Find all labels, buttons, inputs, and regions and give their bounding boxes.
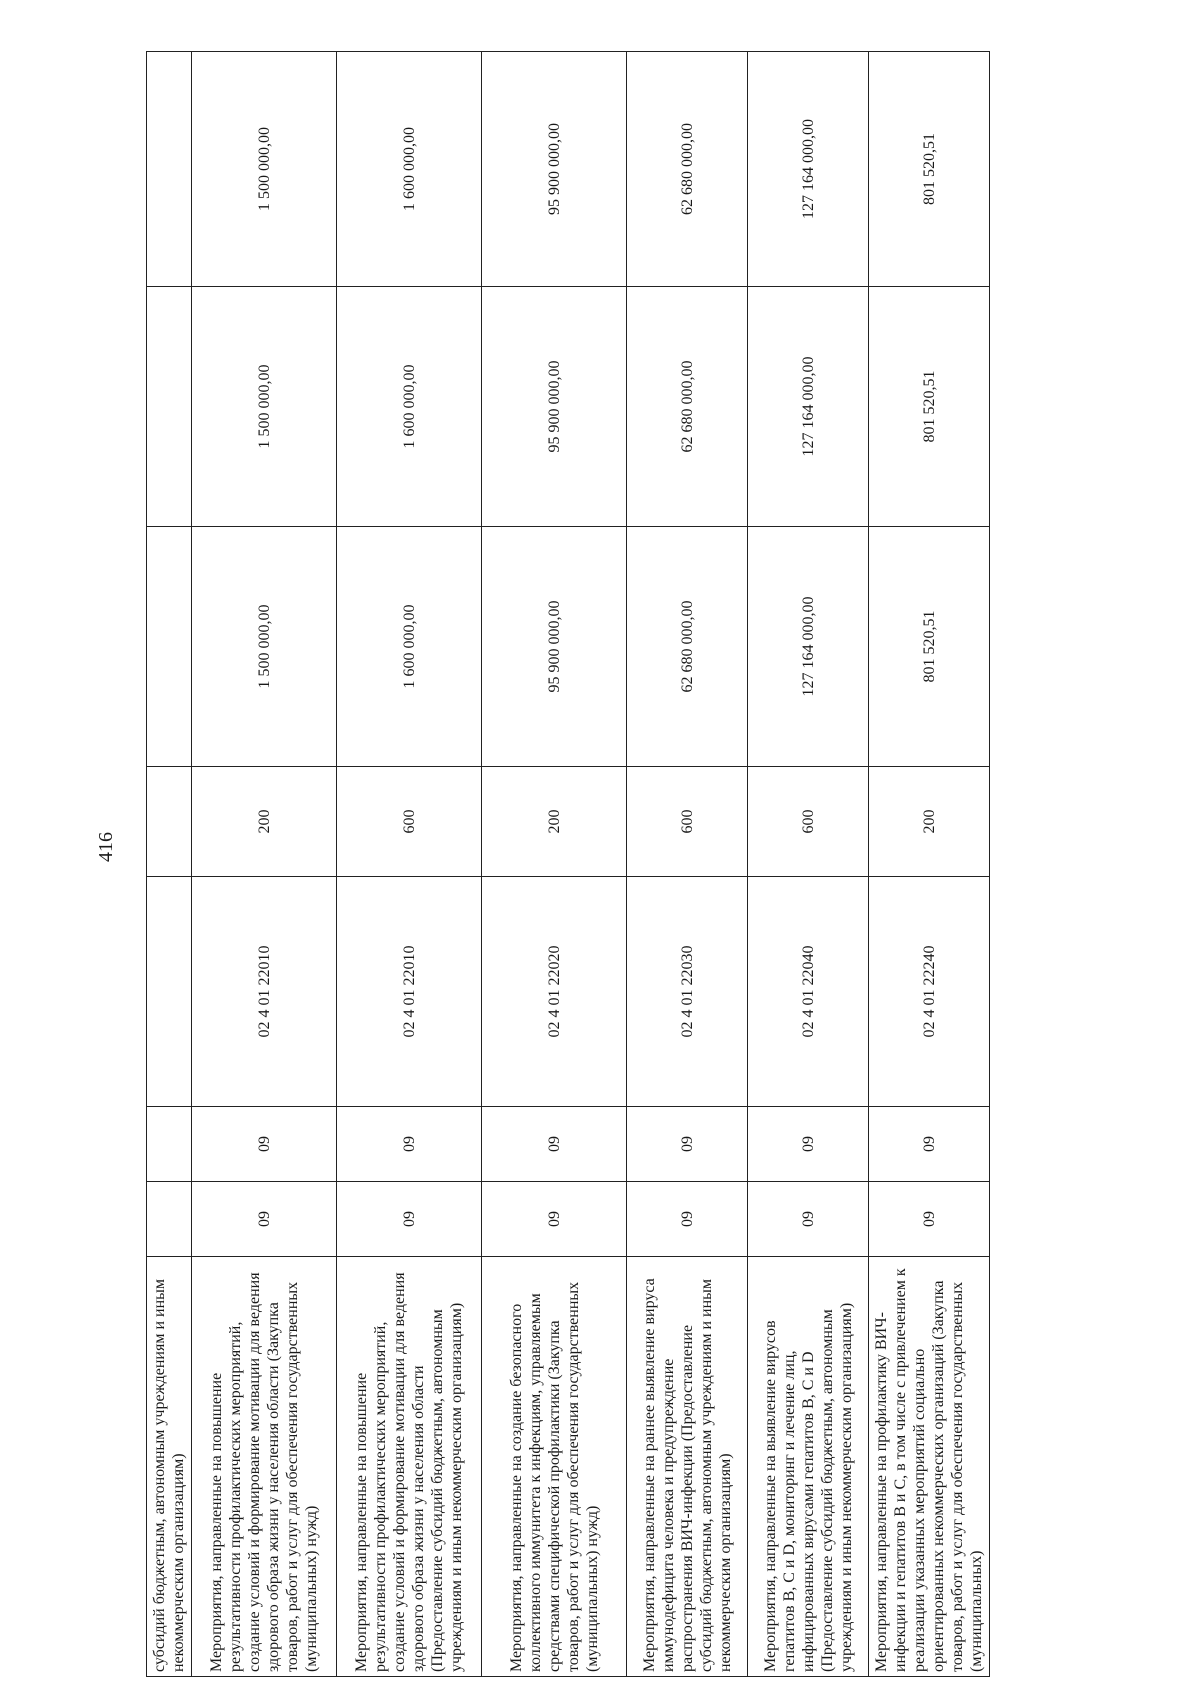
amount-year-3	[147, 52, 192, 287]
amount-year-2: 127 164 000,00	[748, 287, 869, 527]
target-article-code: 02 4 01 22010	[337, 877, 482, 1107]
section-code: 09	[337, 1182, 482, 1257]
amount-year-2: 1 500 000,00	[192, 287, 337, 527]
target-article-code: 02 4 01 22030	[627, 877, 748, 1107]
target-article-code: 02 4 01 22240	[869, 877, 990, 1107]
expense-type-code	[147, 767, 192, 877]
expense-type-code: 200	[192, 767, 337, 877]
expense-type-code: 200	[869, 767, 990, 877]
expense-type-code: 600	[337, 767, 482, 877]
section-code	[147, 1182, 192, 1257]
amount-year-2: 62 680 000,00	[627, 287, 748, 527]
budget-table-rotated	[146, 52, 985, 1677]
section-code: 09	[748, 1182, 869, 1257]
table-row	[748, 52, 869, 1677]
amount-year-2: 1 600 000,00	[337, 287, 482, 527]
amount-year-1: 127 164 000,00	[748, 527, 869, 767]
row-description: Мероприятия, направленные на выявление вирусов гепатитов B, C и D, мониторинг и лечение лиц, инфицированных вирусами гепатитов B, C и D (Предоставление субсидий бюджетным, автономным учреждениям и иным некоммерческим организациям)	[748, 1257, 869, 1677]
amount-year-2	[147, 287, 192, 527]
page-number: 416	[95, 832, 117, 862]
row-description: Мероприятия, направленные на повышение результативности профилактических мероприятий, создание условий и формирование мотивации для ведения здорового образа жизни у населения области (Предоставление субсидий бюджетным, автономным учреждениям и иным некоммерческим организациям)	[337, 1257, 482, 1677]
row-description: Мероприятия, направленные на повышение результативности профилактических мероприятий, создание условий и формирование мотивации для ведения здорового образа жизни у населения области (Закупка товаров, работ и услуг для обеспечения государственных (муниципальных) нужд)	[192, 1257, 337, 1677]
subsection-code: 09	[192, 1107, 337, 1182]
amount-year-3: 62 680 000,00	[627, 52, 748, 287]
expense-type-code: 600	[748, 767, 869, 877]
amount-year-1: 1 600 000,00	[337, 527, 482, 767]
amount-year-1: 95 900 000,00	[482, 527, 627, 767]
section-code: 09	[482, 1182, 627, 1257]
amount-year-3: 95 900 000,00	[482, 52, 627, 287]
table-row	[192, 52, 337, 1677]
amount-year-2: 801 520,51	[869, 287, 990, 527]
row-description: Мероприятия, направленные на профилактику ВИЧ-инфекции и гепатитов B и C, в том числе с привлечением к реализации указанных мероприятий социально ориентированных некоммерческих организаций (Закупка товаров, работ и услуг для обеспечения государственных (муниципальных)	[869, 1257, 990, 1677]
table-row	[627, 52, 748, 1677]
table-row	[337, 52, 482, 1677]
subsection-code	[147, 1107, 192, 1182]
subsection-code: 09	[337, 1107, 482, 1182]
target-article-code	[147, 877, 192, 1107]
expense-type-code: 600	[627, 767, 748, 877]
amount-year-3: 1 500 000,00	[192, 52, 337, 287]
subsection-code: 09	[869, 1107, 990, 1182]
section-code: 09	[869, 1182, 990, 1257]
row-description: субсидий бюджетным, автономным учреждениям и иным некоммерческим организациям)	[147, 1257, 192, 1677]
amount-year-1: 1 500 000,00	[192, 527, 337, 767]
subsection-code: 09	[627, 1107, 748, 1182]
amount-year-3: 801 520,51	[869, 52, 990, 287]
amount-year-1	[147, 527, 192, 767]
subsection-code: 09	[482, 1107, 627, 1182]
table-row	[869, 52, 990, 1677]
target-article-code: 02 4 01 22010	[192, 877, 337, 1107]
table-row	[147, 52, 192, 1677]
target-article-code: 02 4 01 22040	[748, 877, 869, 1107]
amount-year-1: 62 680 000,00	[627, 527, 748, 767]
section-code: 09	[192, 1182, 337, 1257]
budget-table	[146, 51, 990, 1677]
expense-type-code: 200	[482, 767, 627, 877]
row-description: Мероприятия, направленные на создание безопасного коллективного иммунитета к инфекциям, управляемым средствами специфической профилактики (Закупка товаров, работ и услуг для обеспечения государственных (муниципальных) нужд)	[482, 1257, 627, 1677]
amount-year-3: 1 600 000,00	[337, 52, 482, 287]
row-description: Мероприятия, направленные на раннее выявление вируса иммунодефицита человека и предупреждение распространения ВИЧ-инфекции (Предоставление субсидий бюджетным, автономным учреждениям и иным некоммерческим организациям)	[627, 1257, 748, 1677]
amount-year-2: 95 900 000,00	[482, 287, 627, 527]
section-code: 09	[627, 1182, 748, 1257]
target-article-code: 02 4 01 22020	[482, 877, 627, 1107]
table-row	[482, 52, 627, 1677]
amount-year-1: 801 520,51	[869, 527, 990, 767]
amount-year-3: 127 164 000,00	[748, 52, 869, 287]
subsection-code: 09	[748, 1107, 869, 1182]
